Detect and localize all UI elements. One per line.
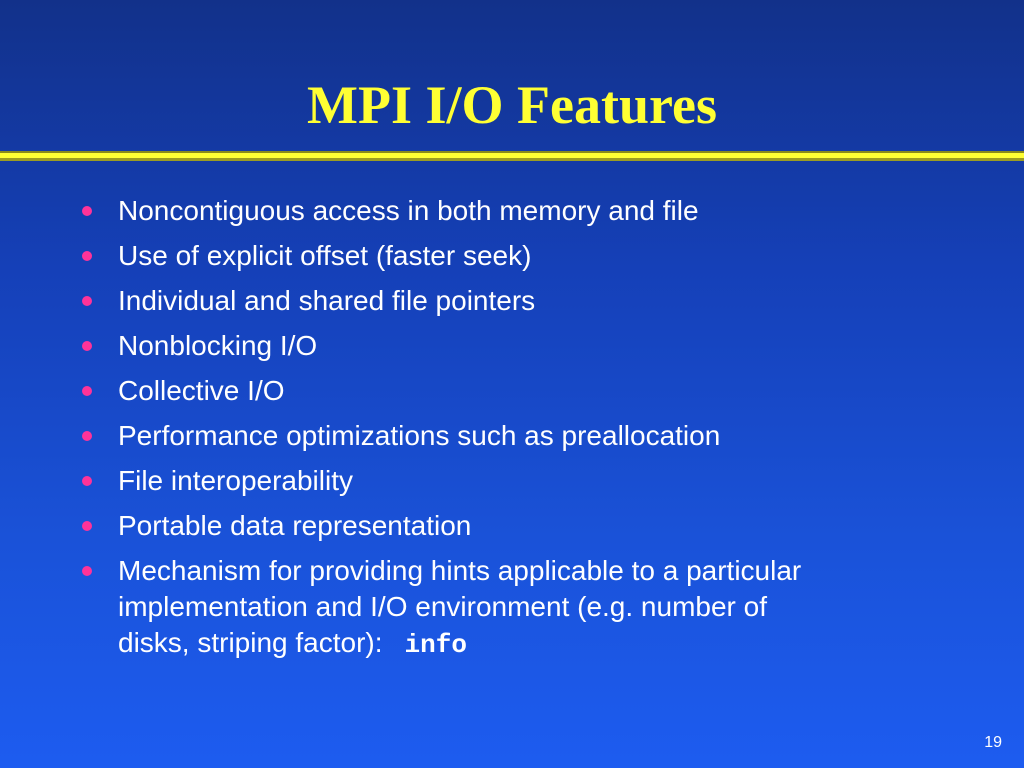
- bullet-dot-icon: [82, 296, 92, 306]
- bullet-text: Collective I/O: [118, 375, 285, 406]
- bullet-dot-icon: [82, 431, 92, 441]
- bullet-text-line-2: implementation and I/O environment (e.g. number of: [118, 591, 768, 622]
- bullet-text: Individual and shared file pointers: [118, 285, 536, 316]
- bullet-text-line-3: disks, striping factor):: [118, 627, 383, 658]
- bullet-dot-icon: [82, 521, 92, 531]
- bullet-text: Use of explicit offset (faster seek): [118, 240, 532, 271]
- bullet-item: [80, 463, 980, 499]
- title-divider-underline: [0, 158, 1024, 161]
- bullet-dot-icon: [82, 386, 92, 396]
- bullet-item-hints: [80, 553, 980, 663]
- bullet-text: Portable data representation: [118, 510, 472, 541]
- bullet-item: [80, 418, 980, 454]
- bullet-item: [80, 373, 980, 409]
- bullet-item: [80, 238, 980, 274]
- bullet-item: [80, 193, 980, 229]
- info-code: info: [404, 630, 467, 660]
- bullet-item: [80, 283, 980, 319]
- bullet-text: File interoperability: [118, 465, 353, 496]
- bullet-dot-icon: [82, 476, 92, 486]
- bullet-item: [80, 328, 980, 364]
- slide-title: MPI I/O Features: [307, 75, 717, 135]
- bullet-item: [80, 508, 980, 544]
- page-number: 19: [984, 734, 1002, 751]
- bullet-text: Nonblocking I/O: [118, 330, 318, 361]
- bullet-dot-icon: [82, 206, 92, 216]
- bullet-dot-icon: [82, 251, 92, 261]
- bullet-list: [80, 193, 980, 672]
- bullet-text: Noncontiguous access in both memory and file: [118, 195, 699, 226]
- bullet-dot-icon: [82, 341, 92, 351]
- bullet-text: Performance optimizations such as preallocation: [118, 420, 721, 451]
- bullet-dot-icon: [82, 566, 92, 576]
- bullet-text-line-1: Mechanism for providing hints applicable to a particular: [118, 555, 802, 586]
